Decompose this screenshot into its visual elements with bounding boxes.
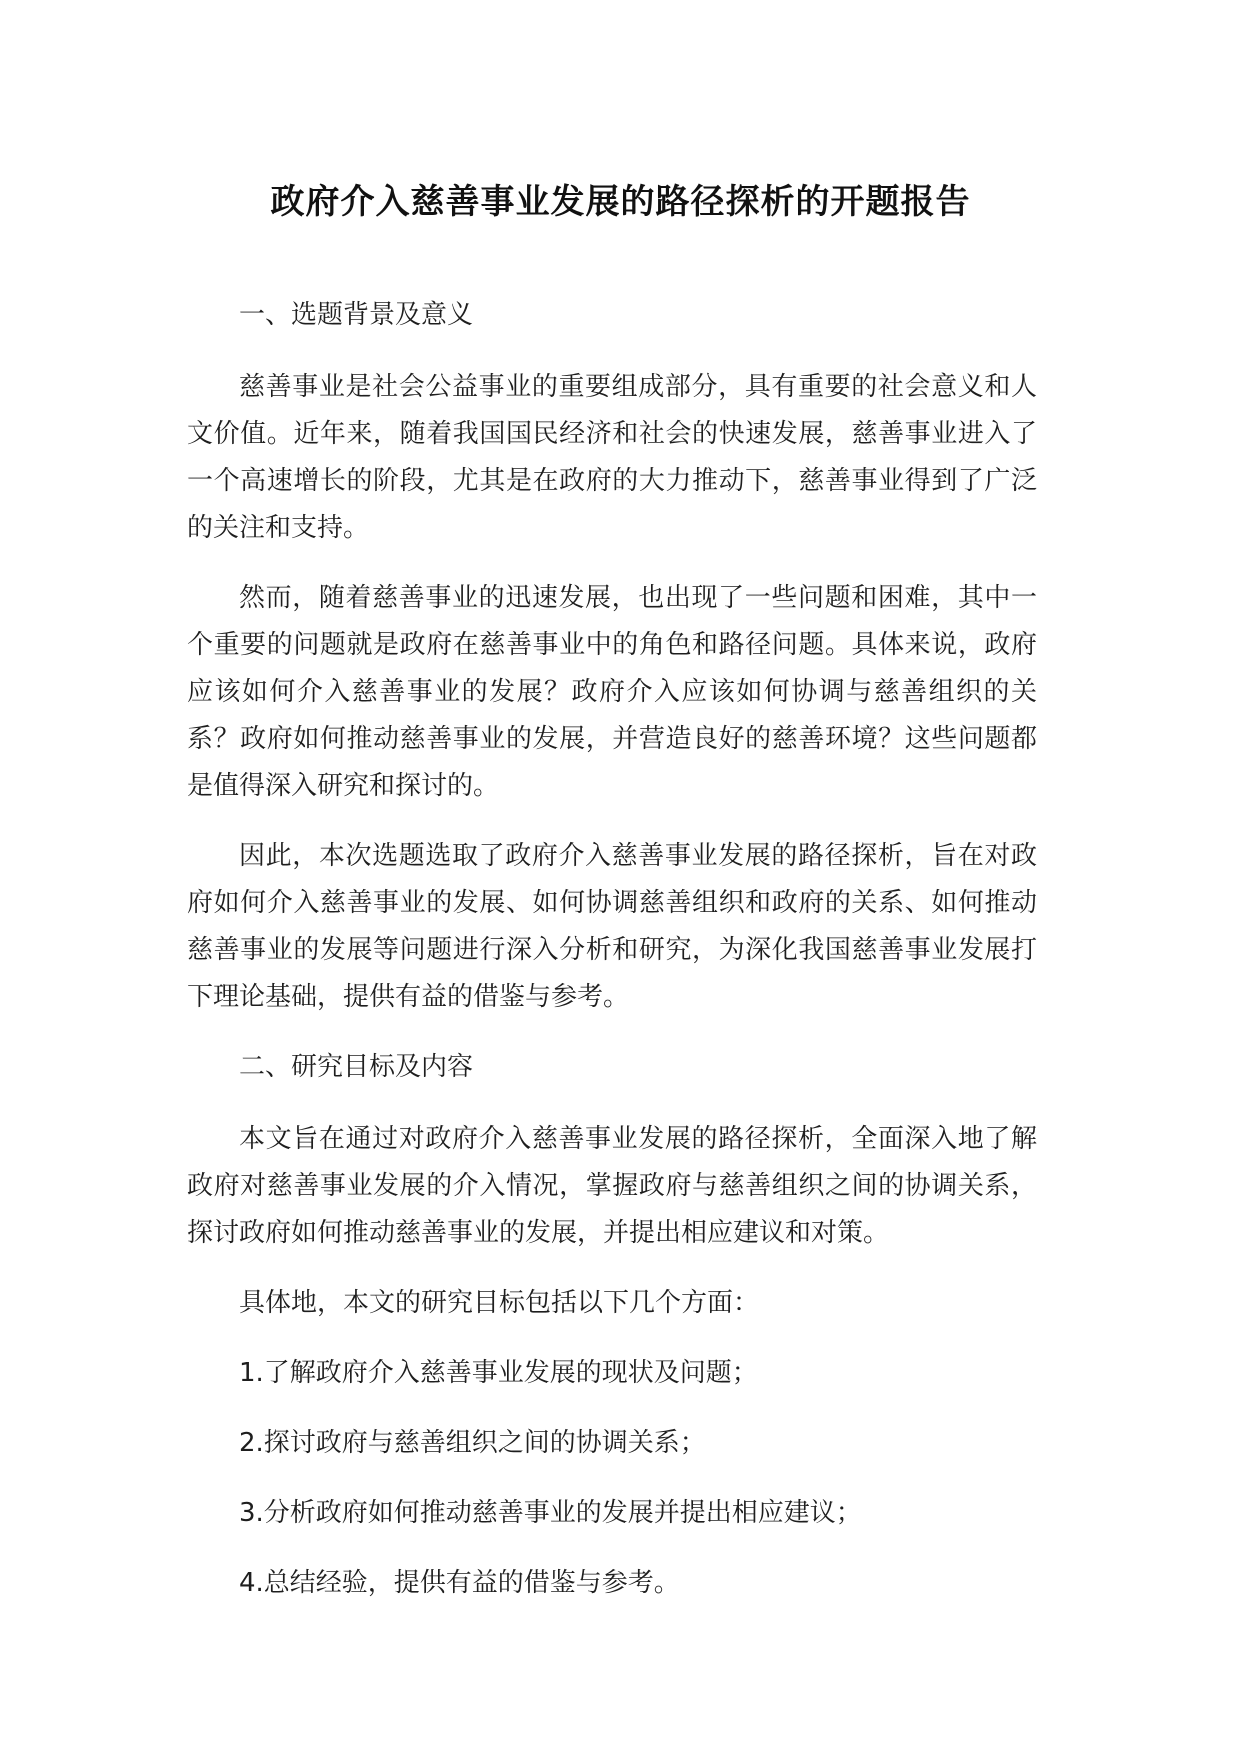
document-title: 政府介入慈善事业发展的路径探析的开题报告 (270, 182, 971, 222)
list-item: 3.分析政府如何推动慈善事业的发展并提出相应建议； (239, 1498, 862, 1528)
paragraph: 慈善事业是社会公益事业的重要组成部分，具有重要的社会意义和人文价值。近年来，随着我国国民经济和社会的快速发展，慈善事业进入了一个高速增长的阶段，尤其是在政府的大力推动下，慈善事业得到了广泛的关注和支持。 (187, 372, 1037, 543)
paragraph: 本文旨在通过对政府介入慈善事业发展的路径探析，全面深入地了解政府对慈善事业发展的介入情况，掌握政府与慈善组织之间的协调关系，探讨政府如何推动慈善事业的发展，并提出相应建议和对策。 (187, 1124, 1037, 1248)
list-item: 1.了解政府介入慈善事业发展的现状及问题； (239, 1358, 758, 1388)
list-item: 4.总结经验，提供有益的借鉴与参考。 (239, 1568, 680, 1598)
paragraph: 然而，随着慈善事业的迅速发展，也出现了一些问题和困难，其中一个重要的问题就是政府在慈善事业中的角色和路径问题。具体来说，政府应该如何介入慈善事业的发展？政府介入应该如何协调与慈善组织的关系？政府如何推动慈善事业的发展，并营造良好的慈善环境？这些问题都是值得深入研究和探讨的。 (187, 583, 1037, 801)
list-item: 2.探讨政府与慈善组织之间的协调关系； (239, 1428, 706, 1458)
paragraph: 因此，本次选题选取了政府介入慈善事业发展的路径探析，旨在对政府如何介入慈善事业的发展、如何协调慈善组织和政府的关系、如何推动慈善事业的发展等问题进行深入分析和研究，为深化我国慈善事业发展打下理论基础，提供有益的借鉴与参考。 (187, 841, 1037, 1012)
paragraph: 具体地，本文的研究目标包括以下几个方面： (239, 1288, 760, 1318)
section-heading-1: 一、选题背景及意义 (239, 300, 474, 330)
document-body (187, 292, 1037, 1630)
section-heading-2: 二、研究目标及内容 (239, 1052, 474, 1082)
